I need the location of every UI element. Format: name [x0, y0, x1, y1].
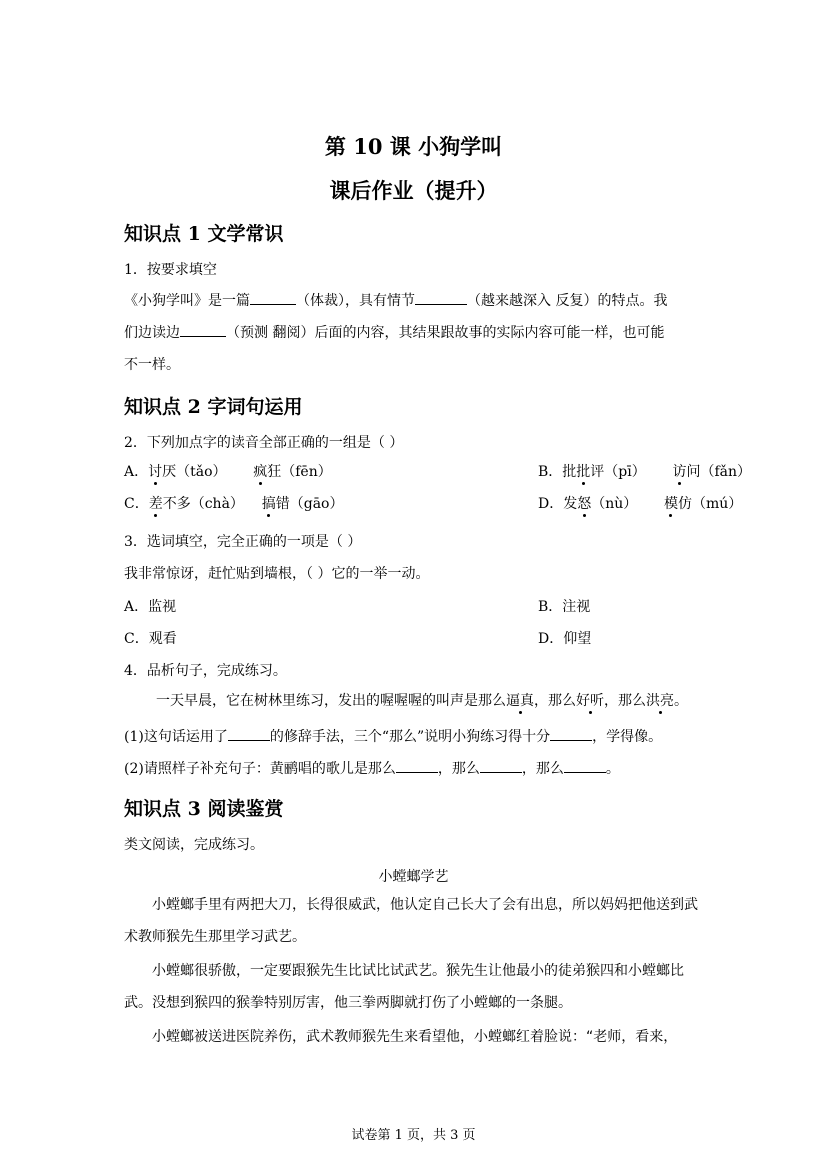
section-heading-kp1: 知识点 1 文学常识 [124, 223, 284, 245]
option-c[interactable]: C．观看 [124, 631, 177, 647]
question-1-line-3: 不一样。 [124, 357, 180, 373]
option-d[interactable]: D．发怒（nù） 模仿（mú） [538, 496, 743, 512]
option-b[interactable]: B．批批评（pī） 访问（fǎn） [538, 464, 751, 480]
answer-blank[interactable] [480, 760, 522, 773]
option-d[interactable]: D．仰望 [538, 631, 592, 647]
question-4-part-1: (1)这句话运用了 的修辞手法，三个“那么”说明小狗练习得十分 ，学得像。 [124, 729, 663, 745]
story-paragraph: 小螳螂被送进医院养伤，武术教师猴先生来看望他，小螳螂红着脸说：“老师，看来， [152, 1029, 678, 1045]
page-subtitle: 课后作业（提升） [329, 178, 498, 203]
answer-blank[interactable] [564, 760, 606, 773]
answer-blank[interactable] [228, 728, 270, 741]
section-heading-kp2: 知识点 2 字词句运用 [124, 396, 303, 418]
question-3-stem: 3．选词填空，完全正确的一项是（ ） [124, 534, 362, 550]
answer-blank[interactable] [415, 292, 467, 305]
story-paragraph: 小螳螂手里有两把大刀，长得很威武，他认定自己长大了会有出息，所以妈妈把他送到武术教师猴先生那里学习武艺。 [124, 897, 698, 945]
option-c[interactable]: C．差不多（chà） 搞错（gāo） [124, 496, 344, 512]
answer-blank[interactable] [550, 728, 592, 741]
question-2-stem: 2．下列加点字的读音全部正确的一组是（ ） [124, 435, 404, 451]
question-4-stem: 4．品析句子，完成练习。 [124, 663, 287, 679]
answer-blank[interactable] [396, 760, 438, 773]
question-2-row-1 [124, 461, 751, 481]
question-1-stem: 1．按要求填空 [124, 262, 217, 278]
question-1-line-1: 《小狗学叫》是一篇 （体裁），具有情节 （越来越深入 反复）的特点。我 [124, 293, 668, 309]
option-a[interactable]: A．监视 [124, 599, 177, 615]
reading-intro: 类文阅读，完成练习。 [124, 837, 264, 853]
section-heading-kp3: 知识点 3 阅读鉴赏 [124, 798, 284, 820]
option-a[interactable]: A．讨厌（tǎo） 疯狂（fēn） [124, 464, 332, 480]
question-4-quote: 一天早晨，它在树林里练习，发出的喔喔喔的叫声是那么逼真，那么好听，那么洪亮。 [156, 693, 688, 709]
question-1-line-2: 们边读边 （预测 翻阅）后面的内容，其结果跟故事的实际内容可能一样，也可能 [124, 325, 665, 341]
question-3-sentence: 我非常惊讶，赶忙贴到墙根，（ ）它的一举一动。 [124, 566, 430, 582]
page-footer: 试卷第 1 页，共 3 页 [351, 1128, 476, 1143]
question-4-part-2: (2)请照样子补充句子：黄鹂唱的歌儿是那么 ，那么 ，那么 。 [124, 761, 620, 777]
question-3-row-1 [124, 596, 704, 616]
answer-blank[interactable] [250, 292, 296, 305]
option-b[interactable]: B．注视 [538, 599, 591, 615]
question-3-row-2 [124, 628, 704, 648]
answer-blank[interactable] [180, 324, 226, 337]
question-2-row-2 [124, 493, 743, 513]
page-title: 第 10 课 小狗学叫 [324, 134, 503, 159]
story-paragraph: 小螳螂很骄傲，一定要跟猴先生比试比试武艺。猴先生让他最小的徒弟猴四和小螳螂比武。没想到猴四的猴拳特别厉害，他三拳两脚就打伤了小螳螂的一条腿。 [124, 963, 684, 1011]
story-title: 小螳螂学艺 [378, 869, 449, 885]
